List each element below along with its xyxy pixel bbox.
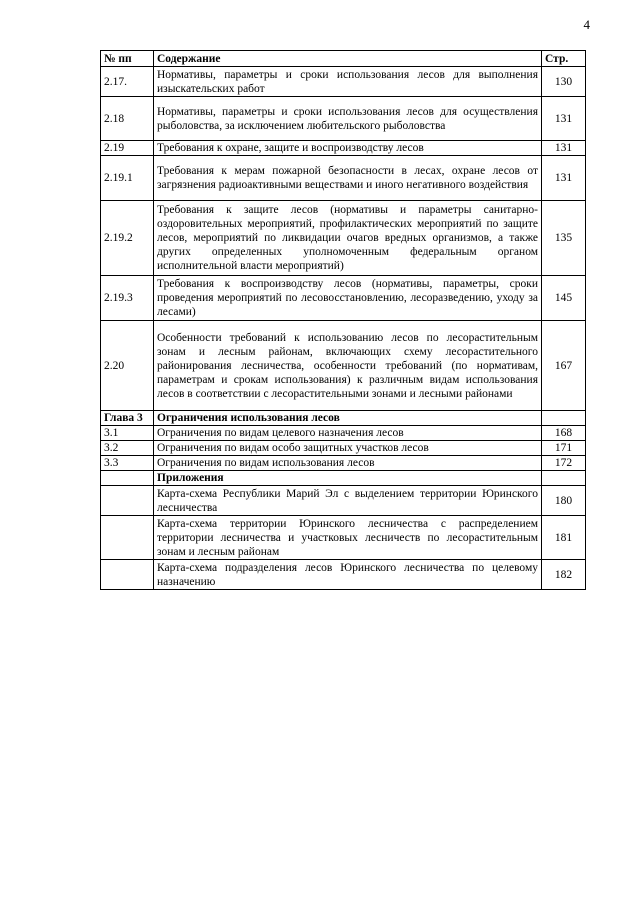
row-num <box>101 516 154 560</box>
row-num: 2.19.1 <box>101 156 154 201</box>
header-content: Содержание <box>154 51 542 67</box>
row-content: Особенности требований к использованию лесов по лесорастительным зонам и лесным районам, включающих схему лесорастительного районирования лесничества, особенности требований (по нормативам, параметрам и срокам использования) к различным видам использования лесов в соответствии с лесорастительными зонами и лесными районами <box>154 321 542 411</box>
row-num: 2.17. <box>101 67 154 97</box>
table-row <box>101 67 586 97</box>
row-page: 180 <box>542 486 586 516</box>
table-row <box>101 456 586 471</box>
row-num: 2.19.2 <box>101 201 154 276</box>
table-header-row <box>101 51 586 67</box>
row-page: 172 <box>542 456 586 471</box>
row-num: 2.19.3 <box>101 276 154 321</box>
row-page: 171 <box>542 441 586 456</box>
row-content: Ограничения по видам особо защитных участков лесов <box>154 441 542 456</box>
row-content: Карта-схема территории Юринского лесничества с распределением территории лесничества и участковых лесничеств по лесорастительным зонам и лесным районам <box>154 516 542 560</box>
row-page: 182 <box>542 560 586 590</box>
section-title: Приложения <box>154 471 542 486</box>
row-content: Требования к защите лесов (нормативы и параметры санитарно-оздоровительных мероприятий, профилактических мероприятий по защите лесов, мероприятий по ликвидации очагов вредных организмов, а также других определенных уполномоченным федеральным органом исполнительной власти мероприятий) <box>154 201 542 276</box>
row-content: Требования к охране, защите и воспроизводству лесов <box>154 141 542 156</box>
header-page: Стр. <box>542 51 586 67</box>
table-row <box>101 276 586 321</box>
row-content: Ограничения по видам целевого назначения лесов <box>154 426 542 441</box>
table-row <box>101 426 586 441</box>
row-num <box>101 560 154 590</box>
table-row <box>101 560 586 590</box>
row-page: 168 <box>542 426 586 441</box>
row-page: 135 <box>542 201 586 276</box>
row-num: 2.20 <box>101 321 154 411</box>
row-page: 131 <box>542 141 586 156</box>
row-num: 3.1 <box>101 426 154 441</box>
table-row <box>101 201 586 276</box>
row-page: 181 <box>542 516 586 560</box>
table-of-contents <box>100 50 586 590</box>
row-page <box>542 411 586 426</box>
chapter-row <box>101 411 586 426</box>
row-page: 145 <box>542 276 586 321</box>
row-num: 2.18 <box>101 97 154 141</box>
row-page: 167 <box>542 321 586 411</box>
row-num <box>101 471 154 486</box>
row-num: 2.19 <box>101 141 154 156</box>
table-row <box>101 141 586 156</box>
chapter-title: Ограничения использования лесов <box>154 411 542 426</box>
row-content: Требования к мерам пожарной безопасности в лесах, охране лесов от загрязнения радиоактивными веществами и иного негативного воздействия <box>154 156 542 201</box>
table-row <box>101 156 586 201</box>
table-row <box>101 516 586 560</box>
row-page: 130 <box>542 67 586 97</box>
page-number: 4 <box>583 17 590 32</box>
row-content: Требования к воспроизводству лесов (нормативы, параметры, сроки проведения мероприятий по лесовосстановлению, лесоразведению, уходу за лесами) <box>154 276 542 321</box>
row-num: 3.3 <box>101 456 154 471</box>
table-row <box>101 321 586 411</box>
section-row <box>101 471 586 486</box>
row-content: Карта-схема Республики Марий Эл с выделением территории Юринского лесничества <box>154 486 542 516</box>
table-row <box>101 486 586 516</box>
row-content: Нормативы, параметры и сроки использования лесов для осуществления рыболовства, за исключением любительского рыболовства <box>154 97 542 141</box>
row-num: 3.2 <box>101 441 154 456</box>
header-num: № пп <box>101 51 154 67</box>
row-content: Ограничения по видам использования лесов <box>154 456 542 471</box>
table-row <box>101 97 586 141</box>
chapter-num: Глава 3 <box>101 411 154 426</box>
row-page <box>542 471 586 486</box>
row-content: Карта-схема подразделения лесов Юринского лесничества по целевому назначению <box>154 560 542 590</box>
table-row <box>101 441 586 456</box>
row-content: Нормативы, параметры и сроки использования лесов для выполнения изыскательских работ <box>154 67 542 97</box>
row-page: 131 <box>542 156 586 201</box>
row-num <box>101 486 154 516</box>
row-page: 131 <box>542 97 586 141</box>
